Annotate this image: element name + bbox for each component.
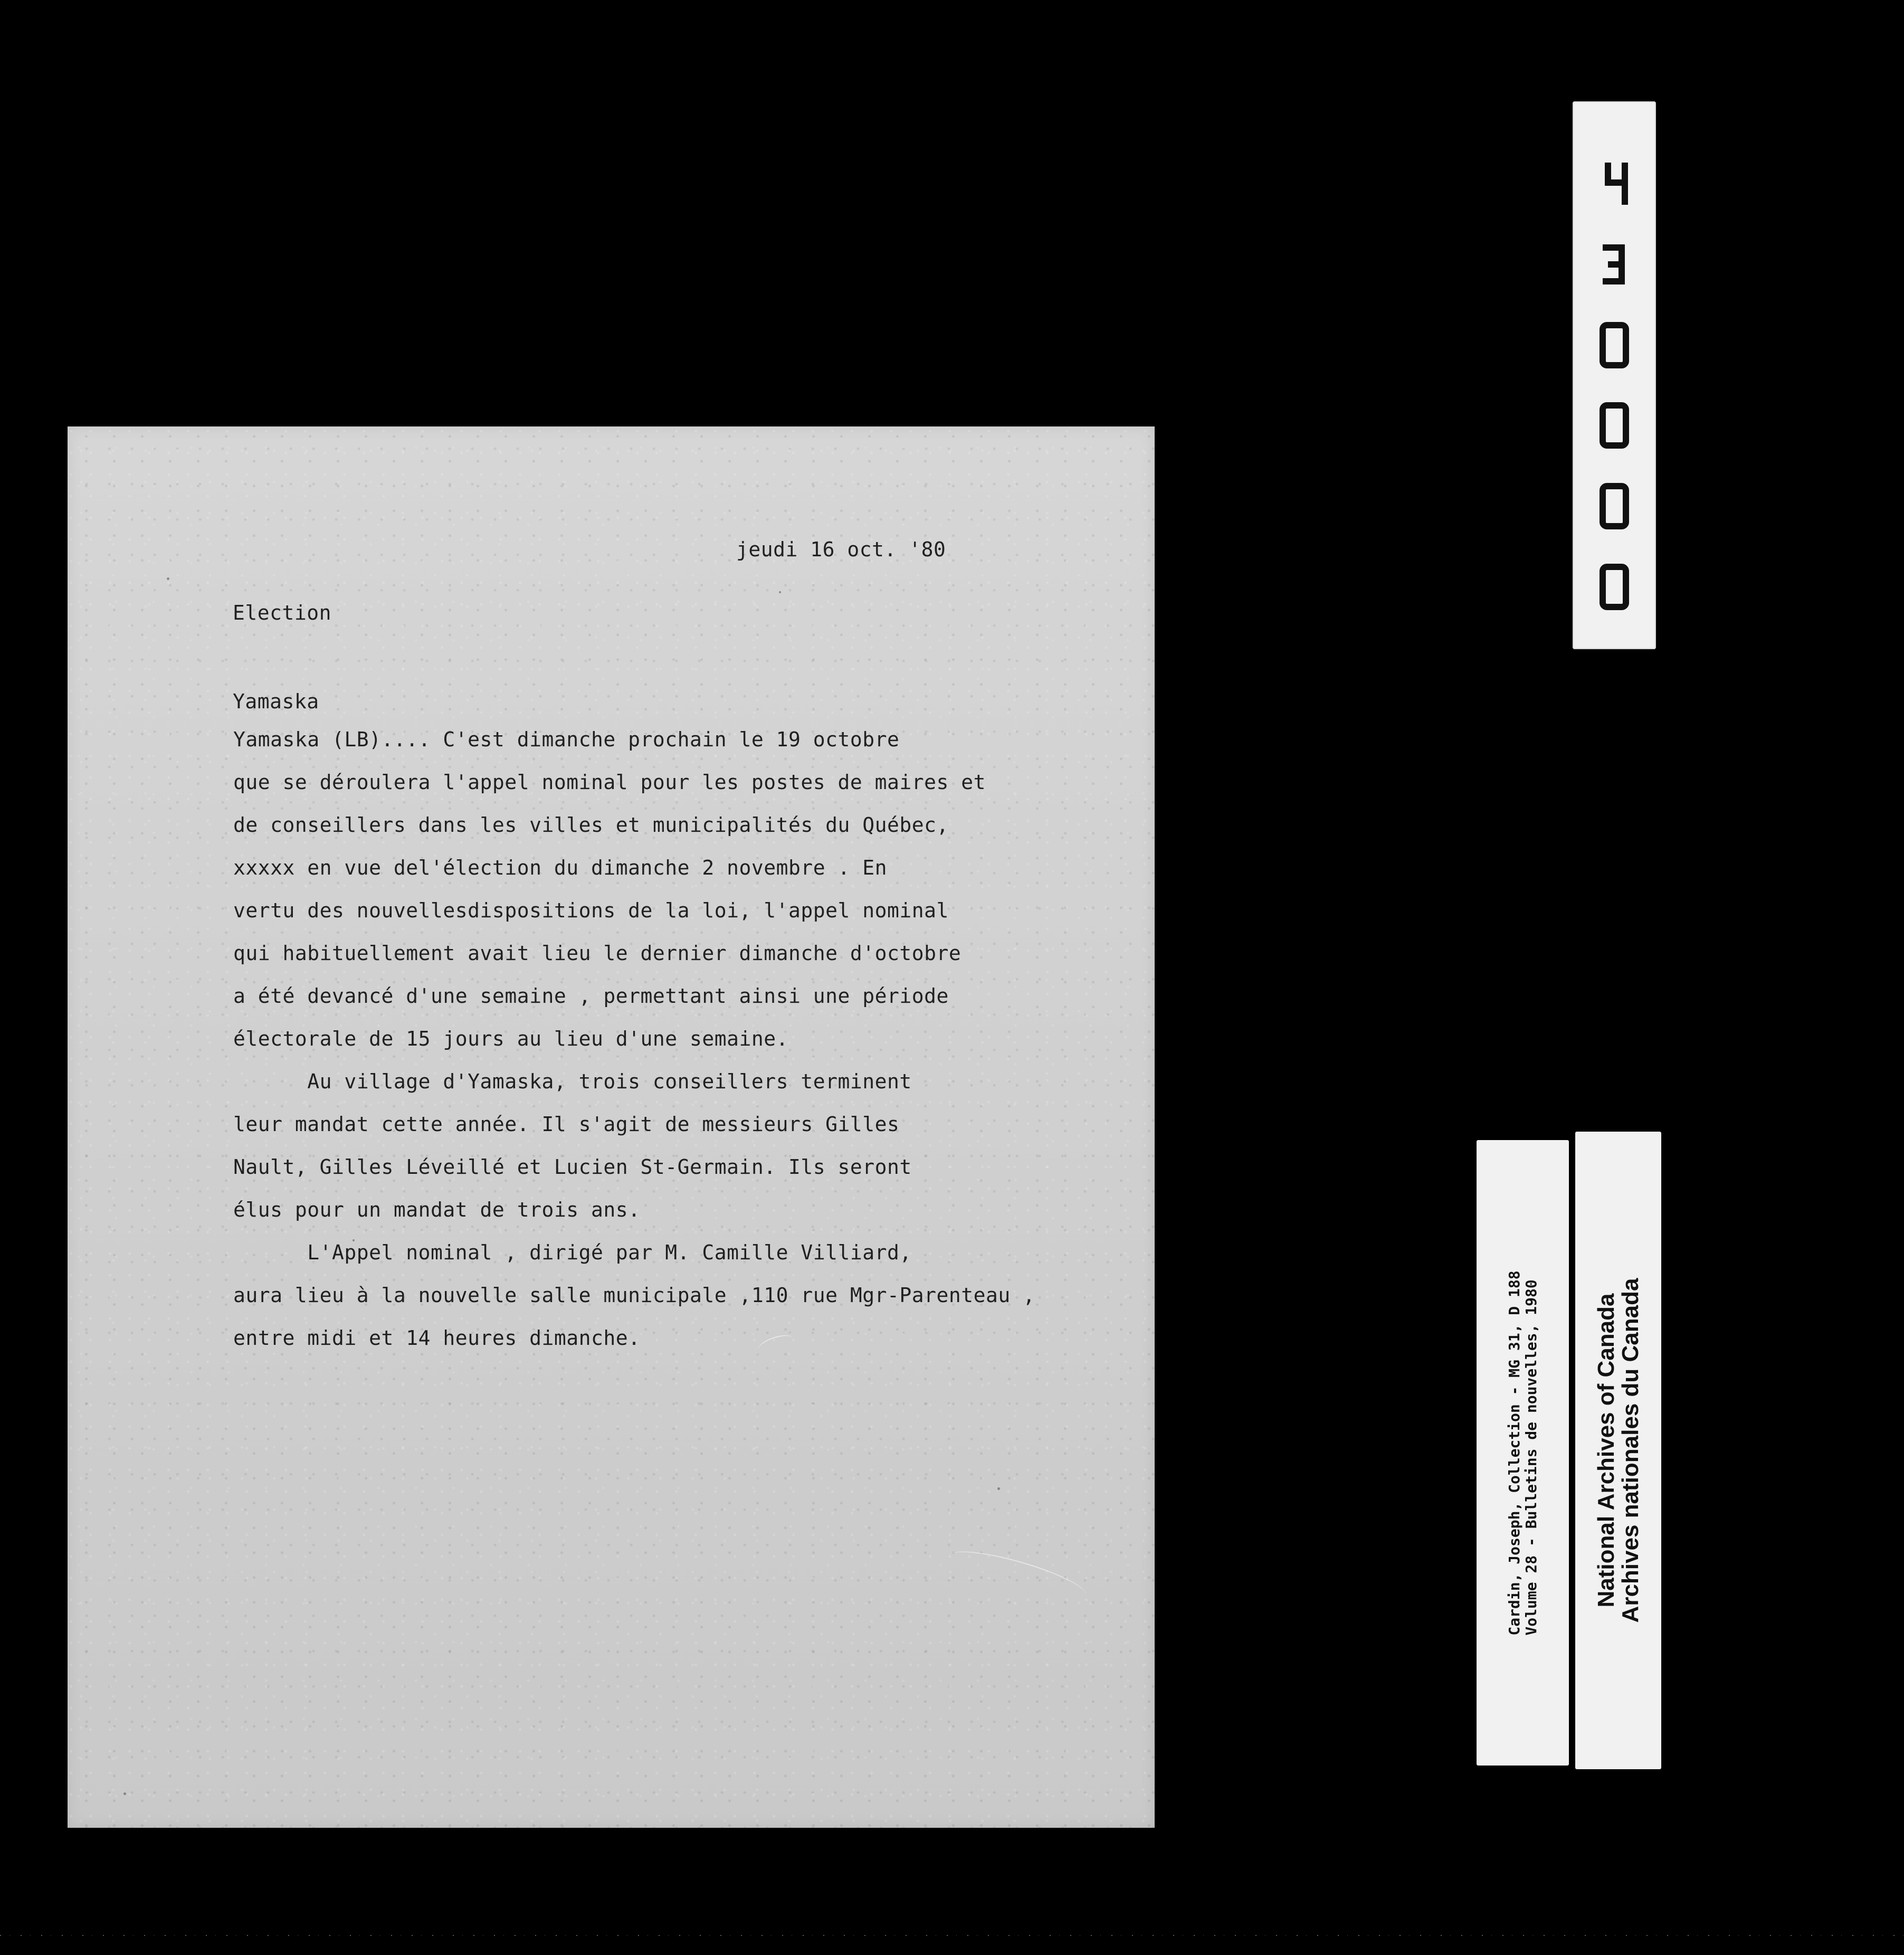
film-edge-noise (0, 1935, 1904, 1936)
body-line: Au village d'Yamaska, trois conseillers terminent (233, 1070, 912, 1093)
paper-speck (167, 577, 169, 580)
paper-speck (779, 591, 781, 593)
institution-line: Archives nationales du Canada (1617, 1278, 1643, 1623)
collection-label-text (1506, 1270, 1540, 1635)
body-line: que se déroulera l'appel nominal pour les postes de maires et (233, 771, 986, 794)
frame-digit (1595, 400, 1633, 451)
paper-scratch (945, 1542, 1090, 1609)
frame-number-badge (1573, 101, 1656, 649)
collection-line: Cardin, Joseph, Collection - MG 31, D 188 (1505, 1270, 1523, 1636)
frame-digit (1595, 239, 1633, 290)
body-line: vertu des nouvellesdispositions de la loi, l'appel nominal (233, 899, 949, 922)
frame-digit (1595, 481, 1633, 532)
body-line: entre midi et 14 heures dimanche. (233, 1326, 641, 1350)
collection-label (1477, 1140, 1569, 1766)
body-line: électorale de 15 jours au lieu d'une semaine. (233, 1027, 789, 1050)
body-line: leur mandat cette année. Il s'agit de messieurs Gilles (233, 1113, 900, 1136)
frame-number (1593, 158, 1636, 612)
paper-speck (997, 1487, 1000, 1490)
paper-speck (353, 1239, 355, 1241)
institution-line: National Archives of Canada (1593, 1293, 1619, 1608)
paper-speck (123, 1792, 126, 1795)
header-left-line: Election (233, 601, 332, 624)
document-date: jeudi 16 oct. '80 (736, 538, 946, 561)
frame-digit (1595, 562, 1633, 612)
frame-digit (1595, 158, 1633, 209)
body-line: L'Appel nominal , dirigé par M. Camille Villiard, (233, 1241, 912, 1264)
body-line: aura lieu à la nouvelle salle municipale ,110 rue Mgr-Parenteau , (233, 1284, 1035, 1307)
body-line: a été devancé d'une semaine , permettant ainsi une période (233, 984, 949, 1008)
paper-scratch (757, 1332, 795, 1356)
body-line: Nault, Gilles Léveillé et Lucien St-Germain. Ils seront (233, 1155, 912, 1179)
institution-label (1575, 1132, 1661, 1769)
body-line: de conseillers dans les villes et municipalités du Québec, (233, 813, 949, 837)
document-page (68, 426, 1155, 1828)
body-line: xxxxx en vue del'élection du dimanche 2 novembre . En (233, 856, 888, 879)
body-line: Yamaska (LB).... C'est dimanche prochain le 19 octobre (233, 728, 900, 751)
body-line: qui habituellement avait lieu le dernier dimanche d'octobre (233, 942, 961, 965)
body-line: élus pour un mandat de trois ans. (233, 1198, 641, 1221)
institution-label-text (1594, 1278, 1643, 1623)
header-left-line: Yamaska (233, 690, 319, 713)
collection-line: Volume 28 - Bulletins de nouvelles, 1980 (1522, 1279, 1540, 1636)
frame-digit (1595, 320, 1633, 371)
